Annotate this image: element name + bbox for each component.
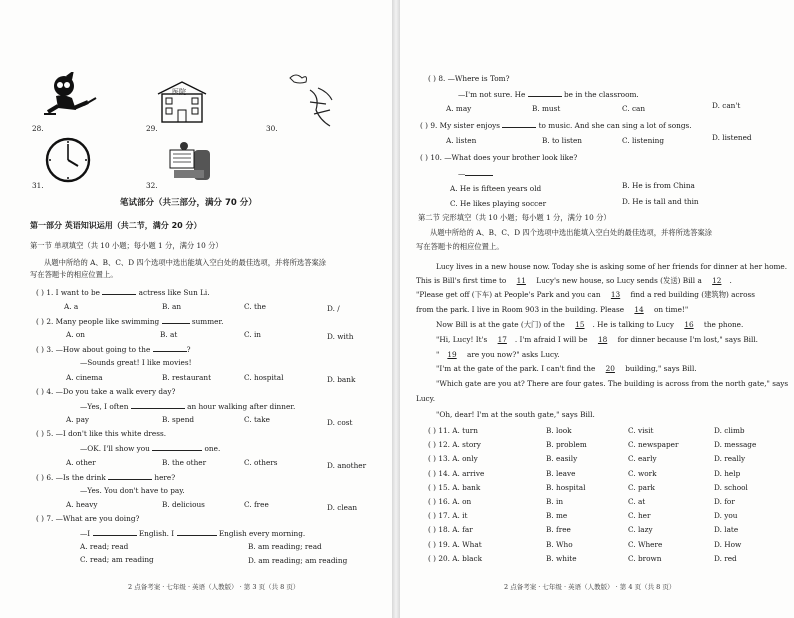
q8-option-b: B. must bbox=[532, 104, 561, 113]
cloze-option: D. How bbox=[714, 539, 742, 549]
question-8: ( ) 8. —Where is Tom? bbox=[428, 74, 510, 83]
cloze-option: D. you bbox=[714, 511, 738, 521]
q1-option-d: D. / bbox=[327, 304, 340, 313]
picture-number-30: 30. bbox=[266, 124, 278, 133]
cloze-option: C. Where bbox=[628, 539, 663, 549]
q1-option-b: B. an bbox=[162, 302, 182, 311]
q9-option-a: A. listen bbox=[446, 136, 477, 145]
passage-text: " bbox=[436, 350, 440, 359]
passage-text: "Which gate are you at? There are four gates. The building is across from the north gate," says bbox=[436, 379, 789, 388]
right-page bbox=[400, 0, 794, 618]
passage-text: building," says Bill. bbox=[622, 364, 697, 373]
cloze-option: D. for bbox=[714, 497, 735, 506]
question-10: ( ) 10. —What does your brother look like? bbox=[420, 153, 578, 162]
cloze-option: B. problem bbox=[546, 440, 587, 450]
passage-text: This is Bill's first time to bbox=[416, 276, 509, 285]
cloze-option: B. hospital bbox=[546, 482, 586, 492]
cloze-question: ( ) 14. A. arrive bbox=[428, 468, 485, 478]
cloze-option: B. Who bbox=[546, 539, 573, 549]
cloze-option: B. leave bbox=[546, 468, 576, 478]
question-6: ( ) 6. —Is the drink here? bbox=[36, 473, 176, 482]
picture-number-28: 28. bbox=[32, 124, 44, 133]
q10-option-a: A. He is fifteen years old bbox=[450, 184, 542, 193]
picture-number-32: 32. bbox=[146, 181, 158, 190]
clock-picture bbox=[44, 136, 92, 184]
question-9: ( ) 9. My sister enjoys to music. And she can sing a lot of songs. bbox=[420, 121, 692, 130]
passage-text: Lucy's new house, so Lucy sends (发送) Bill a bbox=[533, 276, 705, 285]
q4-response: —Yes, I often an hour walking after dinner. bbox=[80, 402, 296, 411]
section2-instruction-line1: 从题中所给的 A、B、C、D 四个选项中选出能填入空白处的最佳选项，并将所选答案涂 bbox=[430, 228, 713, 237]
passage-line bbox=[436, 262, 787, 271]
passage-text: "I'm at the gate of the park. I can't find the bbox=[436, 364, 598, 373]
passage-text: find a red building (建筑物) across bbox=[628, 290, 755, 299]
cloze-option: C. park bbox=[628, 482, 655, 492]
passage-text: "Oh, dear! I'm at the south gate," says Bill. bbox=[436, 410, 595, 419]
passage-text: "Hi, Lucy! It's bbox=[436, 335, 490, 344]
q4-option-d: D. cost bbox=[327, 418, 353, 427]
cloze-question: ( ) 20. A. black bbox=[428, 553, 483, 563]
q7-option-d: D. am reading; am reading bbox=[248, 556, 348, 565]
section2-instruction-line2: 写在答题卡的相应位置上。 bbox=[416, 242, 504, 251]
q6-option-b: B. delicious bbox=[162, 500, 205, 509]
q3-option-a: A. cinema bbox=[66, 373, 103, 382]
q7-response: —I English. I English every morning. bbox=[80, 529, 306, 538]
part1-title: 第一部分 英语知识运用（共二节，满分 20 分） bbox=[30, 221, 202, 230]
hospital-picture bbox=[156, 80, 208, 124]
cloze-question: ( ) 13. A. only bbox=[428, 454, 478, 464]
blank-number: 20 bbox=[605, 364, 615, 373]
q4-option-b: B. spend bbox=[162, 415, 195, 424]
cloze-option: C. newspaper bbox=[628, 440, 679, 450]
passage-text: for dinner because I'm lost," says Bill. bbox=[615, 335, 758, 344]
tree-picture bbox=[280, 70, 344, 132]
q2-option-b: B. at bbox=[160, 330, 178, 339]
blank-number: 16 bbox=[684, 320, 694, 329]
passage-text: Lucy lives in a new house now. Today she is asking some of her friends for dinner at her home. bbox=[436, 262, 788, 271]
q1-option-a: A. a bbox=[64, 302, 79, 311]
blank-number: 18 bbox=[597, 335, 608, 344]
cloze-option: D. red bbox=[714, 553, 737, 563]
blank-number: 19 bbox=[447, 350, 457, 359]
cloze-option: D. really bbox=[714, 454, 746, 464]
q4-option-a: A. pay bbox=[66, 415, 90, 424]
question-2: ( ) 2. Many people like swimming summer. bbox=[36, 317, 224, 326]
cloze-option: B. white bbox=[546, 553, 577, 563]
cloze-question: ( ) 12. A. story bbox=[428, 440, 481, 450]
passage-text: on time!" bbox=[651, 305, 689, 314]
q3-response: —Sounds great! I like movies! bbox=[80, 358, 192, 367]
cloze-option: D. help bbox=[714, 468, 741, 478]
cloze-option: C. early bbox=[628, 454, 657, 464]
blank-number: 12 bbox=[712, 276, 722, 285]
q5-option-c: C. others bbox=[244, 458, 278, 467]
q8-option-d: D. can't bbox=[712, 101, 741, 110]
section1-instruction-line1: 从题中所给的 A、B、C、D 四个选项中选出能填入空白处的最佳选项，并将所选答案涂 bbox=[44, 258, 327, 267]
blank-number: 14 bbox=[634, 305, 644, 314]
passage-line bbox=[436, 379, 788, 388]
passage-line bbox=[436, 410, 595, 419]
question-7: ( ) 7. —What are you doing? bbox=[36, 514, 140, 523]
passage-text: "Please get off (下车) at People's Park and you can bbox=[416, 290, 603, 299]
passage-line bbox=[436, 364, 697, 373]
cloze-option: D. school bbox=[714, 482, 748, 492]
question-4: ( ) 4. —Do you take a walk every day? bbox=[36, 387, 176, 396]
cloze-question: ( ) 11. A. turn bbox=[428, 426, 478, 435]
question-3: ( ) 3. —How about going to the ? bbox=[36, 345, 191, 354]
q9-option-c: C. listening bbox=[622, 136, 665, 145]
cloze-option: D. message bbox=[714, 440, 757, 450]
q5-response: —OK. I'll show you one. bbox=[80, 444, 221, 453]
q10-response: — bbox=[458, 168, 493, 178]
passage-text: are you now?" asks Lucy. bbox=[464, 350, 560, 359]
picture-number-31: 31. bbox=[32, 181, 44, 190]
q8-response: —I'm not sure. He be in the classroom. bbox=[458, 90, 639, 99]
cloze-option: C. lazy bbox=[628, 525, 653, 535]
cloze-question: ( ) 16. A. on bbox=[428, 497, 472, 506]
q5-option-a: A. other bbox=[66, 458, 96, 467]
passage-text: from the park. I live in Room 903 in the building. Please bbox=[416, 305, 627, 314]
right-page-footer: 2 点备考案 · 七年级 · 英语（人教版） · 第 4 页（共 8 页） bbox=[504, 583, 676, 591]
q2-option-c: C. in bbox=[244, 330, 261, 339]
cloze-option: C. at bbox=[628, 497, 646, 506]
q1-option-c: C. the bbox=[244, 302, 266, 311]
cloze-option: B. easily bbox=[546, 454, 578, 464]
passage-line bbox=[416, 305, 688, 314]
passage-line bbox=[436, 350, 560, 359]
written-section-title: 笔试部分（共三部分，满分 70 分） bbox=[120, 198, 257, 208]
q2-option-a: A. on bbox=[66, 330, 86, 339]
blank-number: 11 bbox=[516, 276, 526, 285]
q6-option-c: C. free bbox=[244, 500, 269, 509]
section2-title: 第二节 完形填空（共 10 小题；每小题 1 分，满分 10 分） bbox=[418, 213, 611, 222]
cloze-question: ( ) 17. A. it bbox=[428, 511, 468, 521]
cloze-question: ( ) 18. A. far bbox=[428, 525, 473, 535]
left-page-footer: 2 点备考案 · 七年级 · 英语（人教版） · 第 3 页（共 8 页） bbox=[128, 583, 300, 591]
q6-option-a: A. heavy bbox=[66, 500, 98, 509]
blank-number: 17 bbox=[497, 335, 507, 344]
cloze-question: ( ) 19. A. What bbox=[428, 539, 482, 549]
passage-line bbox=[436, 320, 743, 329]
cloze-option: B. in bbox=[546, 497, 564, 506]
q3-option-c: C. hospital bbox=[244, 373, 284, 382]
q9-option-d: D. listened bbox=[712, 133, 752, 142]
question-5: ( ) 5. —I don't like this white dress. bbox=[36, 429, 167, 438]
section1-instruction-line2: 写在答题卡的相应位置上。 bbox=[30, 270, 118, 279]
passage-line bbox=[436, 335, 758, 344]
q10-option-d: D. He is tall and thin bbox=[622, 197, 699, 206]
q7-option-a: A. read; read bbox=[80, 542, 129, 551]
q6-response: —Yes. You don't have to pay. bbox=[80, 486, 185, 495]
q7-option-c: C. read; am reading bbox=[80, 555, 154, 564]
passage-line bbox=[416, 394, 435, 403]
q8-option-c: C. can bbox=[622, 104, 646, 113]
q5-option-b: B. the other bbox=[162, 458, 207, 467]
q8-option-a: A. may bbox=[446, 104, 472, 113]
passage-line bbox=[416, 290, 755, 299]
cloze-option: B. me bbox=[546, 511, 568, 521]
q3-option-d: D. bank bbox=[327, 375, 356, 384]
reading-man-picture bbox=[164, 140, 214, 186]
passage-text: Now Bill is at the gate (大门) of the bbox=[436, 320, 568, 329]
passage-text: the phone. bbox=[701, 320, 744, 329]
q3-option-b: B. restaurant bbox=[162, 373, 212, 382]
skating-child-picture bbox=[36, 72, 106, 122]
cloze-option: C. visit bbox=[628, 426, 654, 435]
passage-line bbox=[416, 276, 732, 285]
passage-text: . I'm afraid I will be bbox=[514, 335, 590, 344]
cloze-option: C. work bbox=[628, 468, 657, 478]
blank-number: 15 bbox=[575, 320, 585, 329]
q6-option-d: D. clean bbox=[327, 503, 358, 512]
passage-text: . bbox=[729, 276, 732, 285]
q10-option-b: B. He is from China bbox=[622, 181, 695, 190]
cloze-option: B. free bbox=[546, 525, 571, 535]
left-page bbox=[0, 0, 392, 618]
page-gutter bbox=[392, 0, 400, 618]
section1-title: 第一节 单项填空（共 10 小题；每小题 1 分，满分 10 分） bbox=[30, 241, 223, 250]
passage-text: Lucy. bbox=[416, 394, 436, 403]
cloze-option: C. her bbox=[628, 511, 651, 521]
cloze-option: D. late bbox=[714, 525, 739, 535]
passage-text: . He is talking to Lucy bbox=[592, 320, 677, 329]
q5-option-d: D. another bbox=[327, 461, 367, 470]
q2-option-d: D. with bbox=[327, 332, 354, 341]
q7-option-b: B. am reading; read bbox=[248, 542, 322, 551]
cloze-option: D. climb bbox=[714, 426, 745, 435]
cloze-option: C. brown bbox=[628, 553, 662, 563]
blank-number: 13 bbox=[610, 290, 621, 299]
cloze-option: B. look bbox=[546, 426, 572, 435]
q4-option-c: C. take bbox=[244, 415, 270, 424]
hospital-sign: 医院 bbox=[172, 88, 186, 96]
picture-number-29: 29. bbox=[146, 124, 158, 133]
cloze-question: ( ) 15. A. bank bbox=[428, 482, 481, 492]
question-1: ( ) 1. I want to be actress like Sun Li. bbox=[36, 288, 210, 297]
q9-option-b: B. to listen bbox=[542, 136, 583, 145]
q10-option-c: C. He likes playing soccer bbox=[450, 199, 547, 208]
